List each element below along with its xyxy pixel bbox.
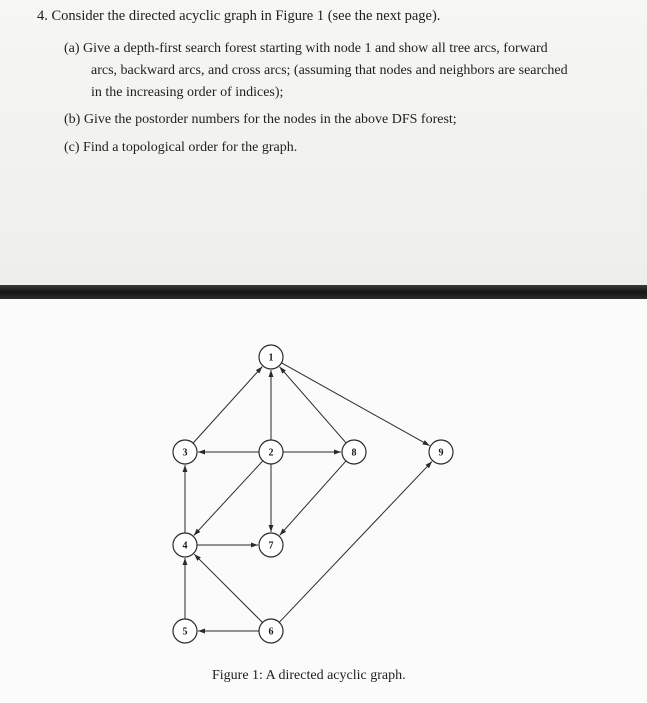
node-1-label: 1 <box>268 352 274 364</box>
node-5-label: 5 <box>182 626 188 638</box>
edge-6-to-4 <box>194 554 262 622</box>
part-b-label: (b) <box>64 112 81 127</box>
node-5 <box>173 619 197 643</box>
part-a-text-3: in the increasing order of indices); <box>91 85 284 100</box>
part-a-line-1 <box>64 41 548 57</box>
node-1 <box>259 345 283 369</box>
node-8 <box>342 440 366 464</box>
node-2 <box>259 440 283 464</box>
edge-8-to-1 <box>280 367 347 443</box>
question-number: 4. <box>37 8 48 24</box>
node-9 <box>429 440 453 464</box>
edge-8-to-7 <box>280 461 346 535</box>
question-header <box>37 8 440 25</box>
node-8-label: 8 <box>351 447 357 459</box>
edges-layer <box>182 363 432 631</box>
nodes-layer <box>173 345 453 643</box>
part-b-text: Give the postorder numbers for the nodes in the above DFS forest; <box>83 112 457 127</box>
node-9-label: 9 <box>438 447 444 459</box>
edge-6-to-9 <box>279 461 432 622</box>
node-6-label: 6 <box>268 626 274 638</box>
node-2-label: 2 <box>268 447 274 459</box>
edge-3-to-1 <box>193 367 262 443</box>
part-a-text-2: arcs, backward arcs, and cross arcs; (assuming that nodes and neighbors are searched <box>91 63 568 78</box>
part-a-text-1: Give a depth-first search forest starting with node 1 and show all tree arcs, forward <box>83 41 548 56</box>
node-4-label: 4 <box>182 540 188 552</box>
figure-caption: Figure 1: A directed acyclic graph. <box>212 668 406 683</box>
node-4 <box>173 533 197 557</box>
dag-figure <box>0 299 647 659</box>
part-c-label: (c) <box>64 140 80 155</box>
part-b-line <box>64 112 457 128</box>
part-c-line <box>64 140 297 156</box>
node-7 <box>259 533 283 557</box>
edge-1-to-9 <box>281 363 429 446</box>
part-c-text: Find a topological order for the graph. <box>83 140 298 155</box>
node-7-label: 7 <box>268 540 274 552</box>
node-6 <box>259 619 283 643</box>
node-3 <box>173 440 197 464</box>
page-divider <box>0 285 647 299</box>
edge-2-to-4 <box>194 461 263 536</box>
question-text: Consider the directed acyclic graph in Figure 1 (see the next page). <box>51 8 441 24</box>
node-3-label: 3 <box>182 447 188 459</box>
part-a-label: (a) <box>64 41 80 56</box>
